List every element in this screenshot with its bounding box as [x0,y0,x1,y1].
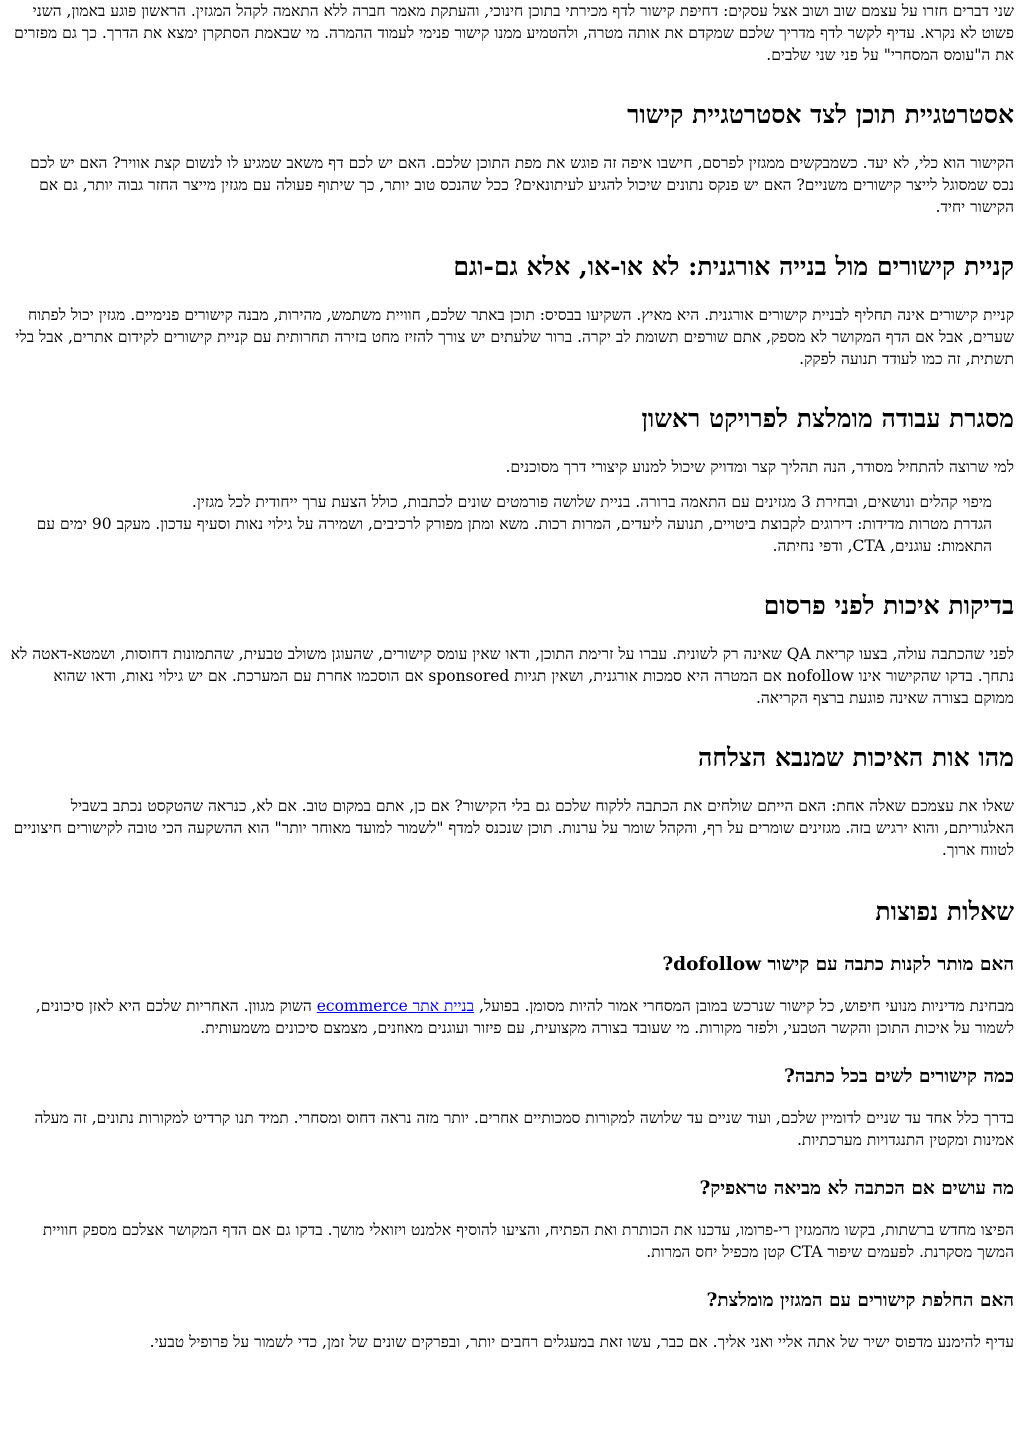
section-heading-quality-checks: בדיקות איכות לפני פרסום [763,591,1014,620]
faq-question: כמה קישורים לשים בכל כתבה? [784,1066,1014,1087]
section-paragraph-framework: למי שרוצה להתחיל מסודר, הנה תהליך קצר ומדויק שיכול למנוע קיצורי דרך מסוכנים. [505,458,1014,476]
faq-answer: עדיף להימנע מדפוס ישיר של אתה אליי ואני אליך. אם כבר, עשו זאת במעגלים רחבים יותר, ובפרקים שונים של זמן, כדי לשמור על פרופיל טבעי. [149,1333,1014,1351]
section-paragraph-quality-signal: שאלו את עצמכם שאלה אחת: האם הייתם שולחים את הכתבה ללקוח שלכם גם בלי הקישור? אם כן, אתם במקום טוב. אם לא, כנראה שהטקסט נכתב בשביל האלגוריתם, והוא ירגיש בזה. מגזינים שומרים על רף, והקהל שומר על ערנות. תוכן שנכנס למדף "לשמור למועד מאוחר יותר" הוא ההשקעה הכי טובה לקישורים חיצוניים לטווח ארוך. [13,797,1014,859]
faq-answer-text: מבחינת מדיניות מנועי חיפוש, כל קישור שנרכש במובן המסחרי אמור להיות מסומן. בפועל, [474,997,1014,1015]
section-heading-framework: מסגרת עבודה מומלצת לפרויקט ראשון [641,404,1014,433]
faq-question: האם החלפת קישורים עם המגזין מומלצת? [706,1290,1014,1311]
section-paragraph-content-strategy: הקישור הוא כלי, לא יעד. כשמבקשים ממגזין לפרסם, חישבו איפה זה פוגש את מפת התוכן שלכם. האם יש לכם דף משאב שמגיע לו לנשום קצת אוויר? האם יש לכם נכס שמסוגל לייצר קישורים משניים? האם יש פנקס נתונים שיכול להגיע לעיתונאים? ככל שהנכס טוב יותר, כך שיתוף פעולה עם מגזין מייצר החזר גבוה יותר, גם אם הקישור יחיד. [30,154,1014,216]
faq-question: מה עושים אם הכתבה לא מביאה טראפיק? [699,1178,1014,1199]
intro-paragraph: שני דברים חזרו על עצמם שוב ושוב אצל עסקים: דחיפת קישור לדף מכירתי בתוכן חינוכי, והעתקת מאמר חברה ללא התאמה לקהל המגזין. הראשון פוגע באמון, השני פשוט לא נקרא. עדיף לקשר לדף מדריך שלכם שמקדם את אותה מטרה, ולהטמיע ממנו קישור פנימי לעמוד ההמרה. מי שבאמת הסתקרן ימצא את הדרך. כך גם מפזרים את ה"עומס המסחרי" על פני שני שלבים. [14,2,1014,64]
framework-list [10,491,1014,557]
section-paragraph-buying-vs-organic: קניית קישורים אינה תחליף לבניית קישורים אורגנית. היא מאיץ. השקיעו בבסיס: תוכן באתר שלכם, חוויית משתמש, מהירות, מבנה קישורים פנימיים. מגזין יכול לפתוח שערים, אבל אם הדף המקושר לא מספק, אתם שורפים תשומת לב יקרה. ברור שלעתים יש צורך להזיז מחט בזירה תחרותית עם קניית קישורים לקידום אתרים, אבל בלי תשתית, זה כמו לעודד תנועה לפקק. [15,306,1014,368]
section-heading-content-strategy: אסטרטגיית תוכן לצד אסטרטגיית קישור [627,100,1014,129]
ecommerce-site-link[interactable]: בניית אתר ecommerce [316,997,475,1015]
section-heading-quality-signal: מהו אות האיכות שמנבא הצלחה [697,743,1014,772]
faq-answer: הפיצו מחדש ברשתות, בקשו מהמגזין רי-פרומו, עדכנו את הכותרת ואת הפתיח, והציעו להוסיף אלמנט ויזואלי מושך. בדקו גם אם הדף המקושר אצלכם מספק חוויית המשך מסקרנת. לפעמים שיפור CTA קטן מכפיל יחס המרות. [42,1221,1014,1261]
list-item: הגדרת מטרות מדידות: דירוגים לקבוצת ביטויים, תנועה ליעדים, המרות רכות. משא ומתן מפורק לרכיבים, ושמירה על גילוי נאות וסעיף עדכון. מעקב 90 ימים עם התאמות: עוגנים, CTA, ודפי נחיתה. [36,515,992,555]
article [10,0,1014,1353]
section-paragraph-quality-checks: לפני שהכתבה עולה, בצעו קריאת QA שאינה רק לשונית. עברו על זרימת התוכן, ודאו שאין עומס קישורים, שהעוגן משולב טבעית, שהתמונות דחוסות, ושמטא-דאטה לא נתחך. בדקו שהקישור אינו nofollow אם המטרה היא סמכות אורגנית, ושאין תגיות sponsored אם הוסכמו אחרת עם המערכת. אם יש גילוי נאות, ודאו שהוא ממוקם בצורה שאינה פוגעת ברצף הקריאה. [10,645,1014,707]
faq-answer-text: השוק מגוון. האחריות שלכם היא לאזן סיכונים, לשמור על איכות התוכן והקשר הטבעי, ולפזר מקורות. מי שעובד בצורה מקצועית, עם פיזור ועוגנים מאוזנים, מצמצם סיכונים משמעותית. [35,997,1014,1037]
faq-title: שאלות נפוצות [875,897,1014,926]
faq-answer: בדרך כלל אחד עד שניים לדומיין שלכם, ועוד שניים עד שלושה למקורות סמכותיים אחרים. יותר מזה נראה דחוס ומסחרי. תמיד תנו קרדיט למקורות נתונים, זה מעלה אמינות ומקטין התנגדויות מערכתיות. [34,1109,1014,1149]
list-item: מיפוי קהלים ונושאים, ובחירת 3 מגזינים עם התאמה ברורה. בניית שלושה פורמטים שונים לכתבות, כולל הצעת ערך ייחודית לכל מגזין. [191,493,992,511]
section-heading-buying-vs-organic: קניית קישורים מול בנייה אורגנית: לא או-או, אלא גם-וגם [453,252,1014,281]
faq-answer [10,995,1014,1039]
faq-question: האם מותר לקנות כתבה עם קישור dofollow? [662,954,1014,975]
